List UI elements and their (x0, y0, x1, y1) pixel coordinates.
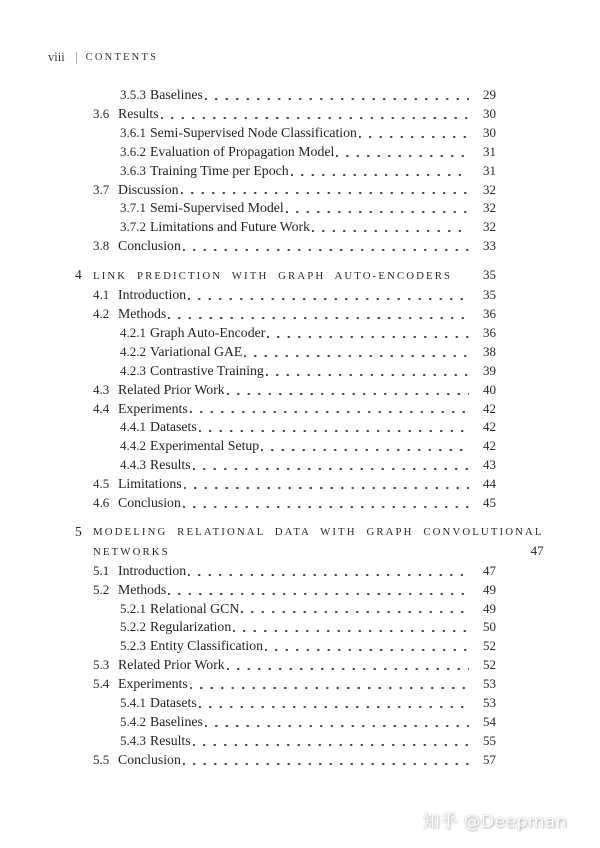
toc-page-number: 45 (483, 495, 496, 511)
running-header (48, 50, 158, 65)
toc-chapter-title: LINK PREDICTION WITH GRAPH AUTO-ENCODERS (93, 270, 453, 283)
toc-page-number: 42 (483, 400, 496, 416)
toc-entry-number: 3.6.3 (120, 162, 146, 178)
header-title: CONTENTS (85, 52, 159, 63)
dot-leader (227, 381, 469, 400)
dot-leader (193, 456, 469, 475)
toc-entry-number: 5.2.3 (120, 638, 146, 654)
toc (75, 86, 544, 770)
toc-entry-title: Methods (118, 581, 167, 597)
toc-page-number: 47 (530, 542, 544, 558)
toc-subsection-row (75, 600, 496, 619)
toc-entry-number: 3.5.3 (120, 87, 146, 102)
toc-entry-number: 3.6.2 (120, 143, 146, 159)
toc-entry-number: 3.8 (93, 238, 110, 254)
toc-page-number: 32 (483, 219, 496, 235)
dot-leader (190, 675, 469, 694)
toc-entry-number: 4.6 (93, 495, 110, 511)
toc-entry-title: Relational GCN (150, 600, 240, 616)
toc-chapter-line (93, 542, 544, 562)
toc-page-number: 42 (483, 438, 496, 454)
toc-subsection-row (75, 143, 496, 162)
toc-section-row (75, 581, 496, 600)
toc-page-number: 35 (483, 287, 496, 303)
dot-leader (193, 732, 469, 751)
dot-leader (184, 475, 469, 494)
toc-page-number: 35 (483, 267, 496, 283)
toc-subsection-row (75, 162, 496, 181)
toc-entry-title: Experimental Setup (150, 438, 260, 454)
toc-entry-title: Variational GAE (150, 343, 243, 359)
toc-entry-title: Training Time per Epoch (150, 162, 289, 178)
toc-entry-title: Semi-Supervised Node Classification (150, 124, 357, 140)
toc-section-row (75, 562, 496, 581)
toc-page-number: 53 (483, 695, 496, 711)
toc-subsection-row (75, 637, 496, 656)
dot-leader (168, 581, 469, 600)
toc-entry-title: Semi-Supervised Model (150, 200, 284, 216)
toc-section-row (75, 400, 496, 419)
toc-section-row (75, 237, 496, 256)
toc-page-number: 52 (483, 657, 496, 673)
toc-entry-title: Results (150, 732, 191, 748)
toc-subsection-row (75, 418, 496, 437)
toc-entry-number: 4.4.1 (120, 419, 146, 435)
dot-leader (205, 86, 469, 105)
toc-chapter-number: 5 (75, 523, 82, 539)
toc-entry-title: Entity Classification (150, 638, 264, 654)
toc-subsection-row (75, 618, 496, 637)
toc-entry-title: Results (118, 105, 159, 121)
dot-leader (359, 124, 469, 143)
toc-page-number: 57 (483, 751, 496, 767)
toc-subsection-row (75, 694, 496, 713)
dot-leader (336, 143, 469, 162)
toc-entry-title: Conclusion (118, 751, 181, 767)
dot-leader (261, 437, 469, 456)
toc-subsection-row (75, 324, 496, 343)
toc-subsection-row (75, 124, 496, 143)
toc-entry-number: 4.2.1 (120, 324, 146, 340)
dot-leader (205, 713, 469, 732)
toc-entry-title: Experiments (118, 676, 188, 692)
folio-page-number: viii (48, 50, 65, 64)
toc-entry-number: 5.5 (93, 751, 110, 767)
dot-leader (286, 199, 469, 218)
toc-entry-title: Introduction (118, 287, 187, 303)
toc-chapter-title: NETWORKS (93, 545, 170, 558)
toc-entry-number: 5.3 (93, 657, 110, 673)
toc-chapter-row (75, 523, 544, 562)
toc-section-row (75, 494, 496, 513)
toc-entry-title: Datasets (150, 419, 197, 435)
toc-page-number: 38 (483, 343, 496, 359)
toc-entry-title: Discussion (118, 181, 179, 197)
toc-entry-title: Introduction (118, 562, 187, 578)
toc-section-row (75, 286, 496, 305)
toc-chapter-row (75, 266, 496, 286)
toc-entry-number: 4.5 (93, 476, 110, 492)
toc-page-number: 43 (483, 457, 496, 473)
toc-section-row (75, 675, 496, 694)
toc-page-number: 32 (483, 200, 496, 216)
toc-page-number: 44 (483, 476, 496, 492)
toc-entry-number: 5.4 (93, 676, 110, 692)
toc-entry-title: Methods (118, 305, 167, 321)
toc-entry-number: 3.7.1 (120, 200, 146, 216)
toc-entry-number: 5.2.2 (120, 619, 146, 635)
toc-section-row (75, 181, 496, 200)
toc-entry-number: 3.6.1 (120, 124, 146, 140)
toc-subsection-row (75, 362, 496, 381)
toc-entry-number: 4.4.3 (120, 457, 146, 473)
watermark: 知乎 @Deepman (422, 812, 567, 832)
toc-entry-title: Limitations (118, 476, 182, 492)
toc-page-number: 29 (483, 87, 496, 102)
toc-page-number: 47 (483, 562, 496, 578)
toc-page-number: 32 (483, 181, 496, 197)
toc-entry-number: 4.3 (93, 381, 110, 397)
toc-page-number: 31 (483, 143, 496, 159)
toc-section-row (75, 381, 496, 400)
header-divider (76, 52, 77, 64)
toc-page-number: 49 (483, 581, 496, 597)
toc-entry-title: Conclusion (118, 238, 181, 254)
dot-leader (183, 751, 469, 770)
toc-page-number: 54 (483, 714, 496, 729)
toc-page-number: 53 (483, 676, 496, 692)
toc-page-number: 31 (483, 162, 496, 178)
toc-entry-number: 5.4.2 (120, 714, 146, 729)
dot-leader (291, 162, 469, 181)
toc-entry-number: 4.2.3 (120, 362, 146, 378)
toc-page-number: 36 (483, 305, 496, 321)
toc-entry-title: Limitations and Future Work (150, 219, 310, 235)
dot-leader (233, 618, 469, 637)
toc-page-number: 52 (483, 638, 496, 654)
toc-entry-title: Graph Auto-Encoder (150, 324, 266, 340)
toc-entry-number: 5.4.3 (120, 732, 146, 748)
dot-leader (181, 181, 469, 200)
toc-entry-title: Regularization (150, 619, 232, 635)
toc-entry-number: 3.7 (93, 181, 110, 197)
toc-entry-title: Evaluation of Propagation Model (150, 143, 335, 159)
toc-chapter-line (93, 266, 496, 286)
dot-leader (168, 305, 469, 324)
dot-leader (183, 237, 469, 256)
toc-section-row (75, 105, 496, 124)
toc-entry-number: 5.2 (93, 581, 110, 597)
toc-entry-number: 5.4.1 (120, 695, 146, 711)
toc-entry-title: Conclusion (118, 495, 181, 511)
dot-leader (190, 400, 469, 419)
toc-entry-number: 3.6 (93, 105, 110, 121)
dot-leader (265, 637, 469, 656)
toc-entry-title: Datasets (150, 695, 197, 711)
dot-leader (188, 286, 469, 305)
toc-page-number: 30 (483, 124, 496, 140)
toc-entry-number: 3.7.2 (120, 219, 146, 235)
toc-subsection-row (75, 343, 496, 362)
toc-page-number: 40 (483, 381, 496, 397)
dot-leader (188, 562, 469, 581)
toc-entry-number: 4.4.2 (120, 438, 146, 454)
dot-leader (241, 600, 469, 619)
toc-entry-number: 5.1 (93, 562, 110, 578)
toc-entry-title: Baselines (150, 87, 203, 102)
toc-entry-number: 4.4 (93, 400, 110, 416)
toc-chapter-number: 4 (75, 267, 82, 283)
toc-page-number: 42 (483, 419, 496, 435)
toc-chapter-line (93, 523, 544, 542)
toc-page-number: 33 (483, 238, 496, 254)
toc-entry-number: 4.2.2 (120, 343, 146, 359)
dot-leader (312, 218, 469, 237)
dot-leader (266, 362, 469, 381)
toc-subsection-row (75, 86, 496, 105)
dot-leader (161, 105, 469, 124)
toc-entry-title: Results (150, 457, 191, 473)
toc-entry-number: 5.2.1 (120, 600, 146, 616)
toc-subsection-row (75, 732, 496, 751)
toc-subsection-row (75, 437, 496, 456)
dot-leader (244, 343, 469, 362)
toc-subsection-row (75, 218, 496, 237)
toc-section-row (75, 751, 496, 770)
toc-subsection-row (75, 713, 496, 732)
dot-leader (267, 324, 469, 343)
toc-page-number: 30 (483, 105, 496, 121)
toc-page-number: 49 (483, 600, 496, 616)
dot-leader (227, 656, 469, 675)
toc-entry-number: 4.1 (93, 287, 110, 303)
dot-leader (199, 418, 469, 437)
toc-entry-title: Experiments (118, 400, 188, 416)
dot-leader (183, 494, 469, 513)
toc-chapter-title: MODELING RELATIONAL DATA WITH GRAPH CONVOLUTIONAL (93, 525, 544, 538)
toc-entry-title: Related Prior Work (118, 381, 225, 397)
toc-entry-title: Contrastive Training (150, 362, 264, 378)
toc-section-row (75, 305, 496, 324)
toc-entry-title: Related Prior Work (118, 657, 225, 673)
toc-page-number: 39 (483, 362, 496, 378)
toc-chapter-body (93, 523, 544, 562)
toc-subsection-row (75, 456, 496, 475)
toc-page-number: 55 (483, 732, 496, 748)
toc-page-number: 36 (483, 324, 496, 340)
dot-leader (199, 694, 469, 713)
toc-page-number: 50 (483, 619, 496, 635)
toc-section-row (75, 656, 496, 675)
toc-chapter-body (93, 266, 496, 286)
toc-section-row (75, 475, 496, 494)
toc-subsection-row (75, 199, 496, 218)
toc-entry-number: 4.2 (93, 305, 110, 321)
toc-entry-title: Baselines (150, 714, 203, 729)
